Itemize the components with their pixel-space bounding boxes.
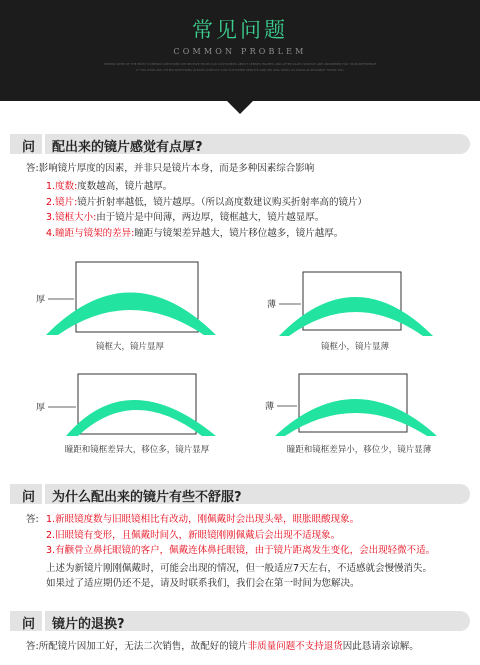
diagram-caption: 瞳距和镜框差异大，移位多，镜片显厚: [64, 445, 210, 455]
factor-item: [46, 211, 324, 225]
reason-item: 2.旧眼镜有变形，且佩戴时间久，新眼镜刚刚佩戴后会出现不适现象。: [46, 530, 341, 541]
lens-diagram-large-frame: [30, 255, 230, 335]
thickness-tag: 薄: [265, 402, 275, 412]
factor-text: 瞳距与镜架差异越大，镜片移位越多，镜片越厚。: [134, 228, 344, 239]
section-bar-returns: [10, 611, 470, 631]
thickness-tag: 厚: [36, 295, 46, 305]
question-marker: 问: [22, 140, 36, 155]
page-header: [0, 0, 480, 101]
section-bar-discomfort: [10, 484, 470, 504]
policy-text: 所配镜片因加工好，无法二次销售，故配好的镜片: [38, 641, 248, 652]
no-return-notice: 非质量问题不支持退货: [247, 641, 343, 652]
factor-text: 度数越高，镜片越厚。: [77, 181, 173, 192]
header-fine-print: IF YOU HAVE ANY OTHER QUESTIONS PLEASE CONTACT OUR CUSTOMER SERVICE AND WE WILL REPLY AS SOON AS POSSIBLE THANK YOU: [136, 68, 344, 72]
contact-note: 如果过了适应期仍还不是，请及时联系我们，我们会在第一时间为您解决。: [46, 578, 360, 589]
factor-text: 由于镜片是中间薄，两边厚，镜框越大，镜片越显厚。: [96, 212, 325, 223]
factor-label: 2.镜片:: [46, 197, 78, 208]
section-bar-divider: [42, 484, 45, 504]
diagram-caption: 瞳距和镜框差异小，移位少，镜片显薄: [286, 445, 432, 455]
page-title: 常见问题: [192, 18, 288, 42]
answer-body: 影响镜片厚度的因素，并非只是镜片本身，而是多种因素综合影响: [38, 163, 315, 174]
section-bar-divider: [42, 134, 45, 154]
policy-text-end: 因此恳请亲谅解。: [342, 641, 419, 652]
answer-text: [26, 162, 314, 176]
header-pointer-arrow: [226, 100, 254, 114]
thickness-tag: 厚: [36, 403, 46, 413]
factor-text: 镜片折射率越低，镜片越厚。（所以高度数建议购买折射率高的镜片）: [77, 197, 368, 208]
factor-item: [46, 196, 367, 210]
factor-item: [46, 180, 172, 194]
question-marker: 问: [22, 490, 36, 505]
lens-diagram-large-offset: [30, 366, 230, 446]
factor-item: [46, 227, 343, 241]
section-bar-lens-thickness: [10, 134, 470, 154]
diagram-caption: 镜框小，镜片显薄: [320, 342, 389, 352]
answer-label: 答:: [26, 514, 39, 525]
reason-item: 1.新眼镜度数与旧眼镜相比有改动，刚佩戴时会出现头晕，眼胀眼酸现象。: [46, 514, 360, 525]
adaptation-note: 上述为新镜片刚刚佩戴时，可能会出现的情况，但一般适应7天左右，不适感就会慢慢消失。: [46, 563, 433, 574]
return-policy-text: [26, 640, 419, 654]
section-bar-divider: [42, 611, 45, 631]
answer-label: 答:: [26, 163, 39, 174]
reason-item: 3.有颧骨立鼻托眼镜的客户，佩戴连体鼻托眼镜，由于镜片距离发生变化，会出现轻微不适。: [46, 545, 436, 556]
section-title: 配出来的镜片感觉有点厚?: [52, 140, 203, 155]
answer-label: 答:: [26, 641, 39, 652]
lens-diagram-small-offset: [255, 370, 455, 450]
factor-label: 3.镜框大小:: [46, 212, 97, 223]
question-marker: 问: [22, 617, 36, 632]
factor-label: 1.度数:: [46, 181, 78, 192]
page-subtitle: COMMON PROBLEM: [173, 47, 307, 56]
thickness-tag: 薄: [267, 300, 277, 310]
factor-label: 4.瞳距与镜架的差异:: [46, 228, 135, 239]
header-fine-print: HEREIN SOME OF THE MOST COMMON QUESTIONS WE RECEIVE FROM OUR CUSTOMERS ABOUT LENSES FRAMES AND AFTER SALES SERVICE ARE ANSWERED FOR YOUR REFERENCE: [103, 62, 377, 66]
section-title: 为什么配出来的镜片有些不舒服?: [52, 490, 242, 505]
diagram-caption: 镜框大，镜片显厚: [95, 342, 164, 352]
lens-diagram-small-frame: [255, 258, 455, 338]
section-title: 镜片的退换?: [52, 617, 125, 632]
